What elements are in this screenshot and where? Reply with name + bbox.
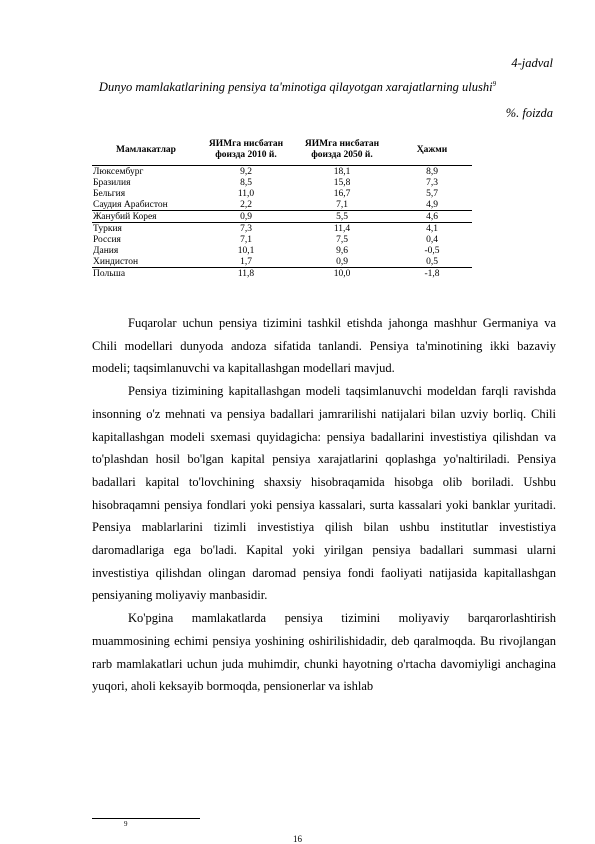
table-cell-value: 7,3: [240, 223, 252, 234]
table-row: [92, 211, 472, 223]
table-cell-value: 11,8: [237, 268, 255, 279]
unit-label: %. foizda: [505, 106, 553, 120]
column-header-2050: ЯИМга нисбатан фоизда 2050 й.: [292, 136, 392, 166]
table-cell-value: 15,8: [333, 177, 351, 188]
table-cell-value: 0,9: [200, 211, 292, 223]
table-cell-country: Саудия Арабистон: [92, 199, 200, 211]
column-header-country: Мамлакатлар: [92, 136, 200, 166]
table-cell-value: 8,9: [426, 166, 438, 177]
table-cell-country: Люксембург: [93, 166, 144, 177]
table-row: [92, 256, 472, 268]
table-row: [92, 188, 472, 199]
table-cell-value: 0,4: [426, 234, 438, 245]
table-cell-value: 0,5: [392, 256, 472, 268]
table-cell-value: 4,1: [426, 223, 438, 234]
table-cell-value: 11,0: [237, 188, 255, 199]
footnote-mark: 9: [124, 820, 128, 828]
footnote-divider: [92, 818, 200, 819]
table-cell-value: 9,6: [336, 245, 348, 256]
table-body: [92, 166, 472, 280]
table-cell-value: 4,9: [392, 199, 472, 211]
table-cell-value: 8,5: [240, 177, 252, 188]
table-cell-value: 7,3: [426, 177, 438, 188]
table-cell-value: -0,5: [424, 245, 440, 256]
table-cell-value: 5,5: [292, 211, 392, 223]
table-cell-value: 10,0: [333, 268, 351, 279]
table-cell-value: 5,7: [426, 188, 438, 199]
body-text: [92, 312, 556, 698]
paragraph: Fuqarolar uchun pensiya tizimini tashkil etishda jahonga mashhur Germaniya va Chili modellari dunyoda andoza sifatida tanlandi. Pensiya ta'minotining ikki bazaviy modeli; taqsimlanuvchi va kapitallashgan modellari mavjud.: [92, 316, 556, 376]
table-cell-value: 11,4: [333, 223, 351, 234]
table-header-row: [92, 136, 472, 166]
table-cell-value: 7,5: [336, 234, 348, 245]
table-row: [92, 223, 472, 235]
table-cell-value: 16,7: [333, 188, 351, 199]
column-header-2010: ЯИМга нисбатан фоизда 2010 й.: [200, 136, 292, 166]
table-row: [92, 234, 472, 245]
table-cell-value: 0,9: [292, 256, 392, 268]
table-cell-value: 4,6: [392, 211, 472, 223]
paragraph: Ko'pgina mamlakatlarda pensiya tizimini moliyaviy barqarorlashtirish muammosining echimi pensiya yoshining oshirilishidadir, deb qaralmoqda. Bu rivojlangan rarb mamlakatlari uchun juda muhimdir, chunki hayotning o'rtacha davomiyligi anchagina yuqori, aholi keksayib bormoqda, pensionerlar va ishlab: [92, 611, 556, 694]
table-cell-value: 9,2: [240, 166, 252, 177]
table-cell-country: Бразилия: [93, 177, 131, 188]
table-title: [42, 80, 553, 95]
table-label: 4-jadval: [511, 56, 553, 70]
pension-expenditure-table: [92, 136, 472, 279]
table-cell-country: Бельгия: [93, 188, 126, 199]
table-cell-country: Хиндистон: [92, 256, 200, 268]
table-row: [92, 245, 472, 256]
column-header-volume: Ҳажми: [392, 136, 472, 166]
table-cell-value: 7,1: [292, 199, 392, 211]
table-cell-value: 7,1: [240, 234, 252, 245]
table-cell-country: Туркия: [93, 223, 122, 234]
table-row: [92, 268, 472, 280]
table-row: [92, 177, 472, 188]
table-cell-country: Дания: [93, 245, 119, 256]
paragraph: Pensiya tizimining kapitallashgan modeli taqsimlanuvchi modeldan farqli ravishda insonning o'z mehnati va pensiya badallari jamrarilishi natijalari bilan uzviy borliq. Chili kapitallashgan modeli sxemasi quyidagicha: pensiya badallarini investistiya qilishdan va to'plashdan hosil bo'lgan kapital pensiya xarajatlarini qoplashga yo'naltiriladi. Pensiya badallari kapital to'lovchining shaxsiy hisobraqamida hisobga olib boriladi. Ushbu hisobraqamni pensiya fondlari yoki pensiya kassalari, surta kassalari yoki banklar yuritadi. Pensiya mablarlarini tizimli investistiya qilish bilan ushbu institutlar investistiya daromadlariga ega bo'ladi. Kapital yoki yirilgan pensiya badallari summasi ularni investistiya qilishdan olingan daromad pensiya fondi faoliyati natijasida kapitallashgan pensiyaning moliyaviy manbasidir.: [92, 384, 556, 603]
table-cell-country: Россия: [93, 234, 121, 245]
table-cell-value: -1,8: [424, 268, 440, 279]
table-cell-value: 18,1: [333, 166, 351, 177]
table-row: [92, 166, 472, 178]
page-number: 16: [293, 834, 302, 844]
table-row: [92, 199, 472, 211]
table-cell-value: 2,2: [200, 199, 292, 211]
table-title-text: Dunyo mamlakatlarining pensiya ta'minotiga qilayotgan xarajatlarning ulushi: [98, 80, 493, 95]
title-footnote-ref: 9: [492, 80, 497, 88]
table-cell-value: 1,7: [200, 256, 292, 268]
table-cell-value: 10,1: [237, 245, 255, 256]
table-cell-country: Жанубий Корея: [92, 211, 200, 223]
table-cell-country: Польша: [93, 268, 126, 279]
